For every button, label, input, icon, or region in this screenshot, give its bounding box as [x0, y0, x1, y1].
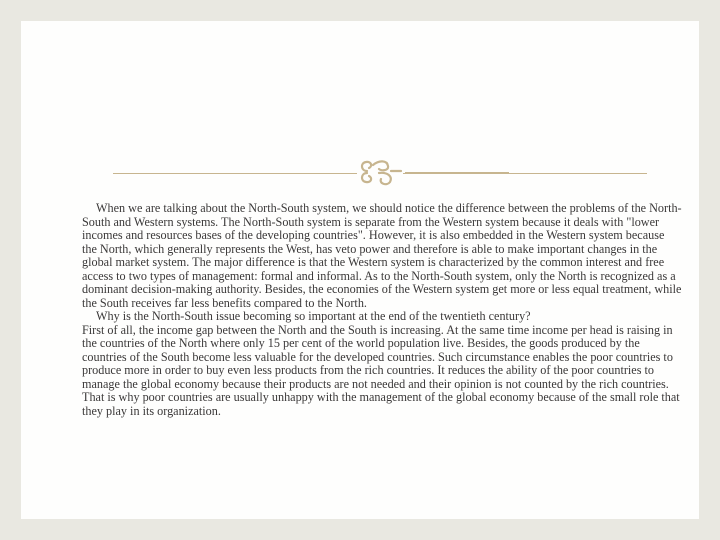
paragraph: When we are talking about the North-South system, we should notice the difference between the problems of the North-South and Western systems. The North-South system is separate from the Western system because it deals with "lower incomes and resources bases of the developing countries". However, it is also embedded in the Western system because the North, which generally represents the West, has veto power and therefore is able to make important changes in the global market system. The major difference is that the Western system is characterized by the common interest and free access to two types of management: formal and informal. As to the North-South system, only the North is recognized as a dominant decision-making authority. Besides, the economies of the Western system get more or less equal treatment, while the South receives far less benefits compared to the North. — [82, 201, 682, 310]
paragraph: First of all, the income gap between the North and the South is increasing. At the same time income per head is raising in the countries of the North where only 15 per cent of the world population live. Besides, the goods produced by the countries of the South become less valuable for the developed countries. Such circumstance enables the poor countries to produce more in order to buy even less products from the rich countries. It reduces the ability of the poor countries to manage the global economy because their products are not needed and their opinion is not counted by the rich countries. That is why poor countries are usually unhappy with the management of the global economy because of the small role that they play in its organization. — [82, 322, 680, 418]
slide — [21, 21, 699, 519]
ornament-rule-left — [113, 173, 357, 174]
ornament-rule-accent — [405, 172, 509, 174]
body-text — [82, 202, 682, 418]
paragraph: Why is the North-South issue becoming so important at the end of the twentieth century? — [96, 309, 531, 323]
decorative-scroll-icon — [357, 157, 403, 187]
